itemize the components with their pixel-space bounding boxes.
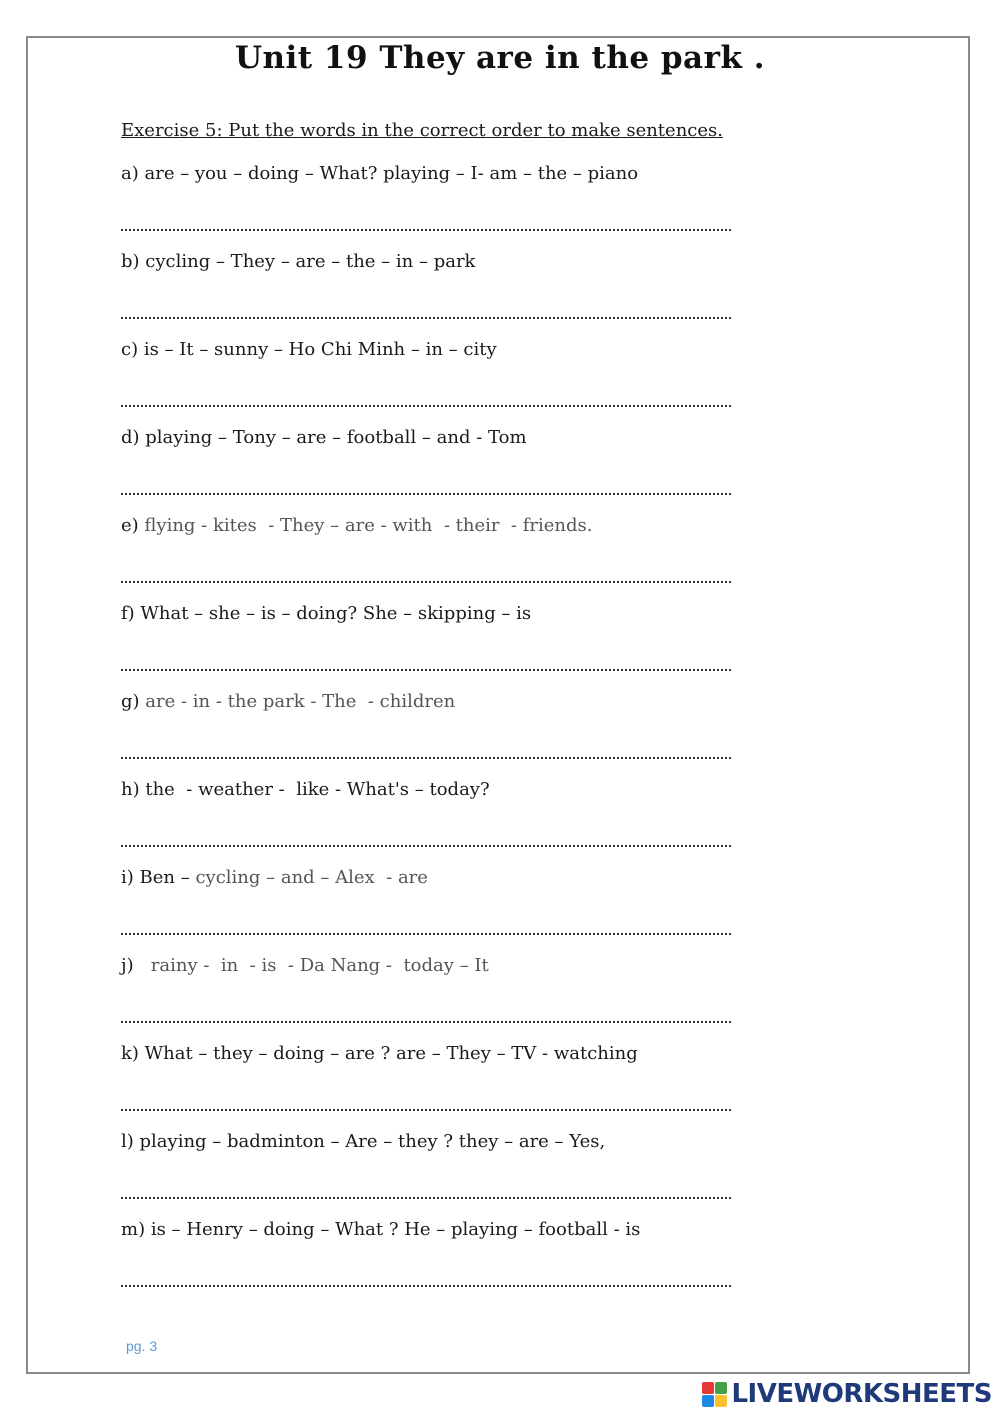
exercise-prompt bbox=[121, 603, 531, 624]
exercise-instruction: Exercise 5: Put the words in the correct order to make sentences. bbox=[121, 120, 723, 141]
item-label: l) bbox=[121, 1131, 140, 1152]
exercise-item bbox=[121, 867, 741, 955]
item-words: the - weather - like - What's – today? bbox=[145, 779, 490, 800]
exercise-item bbox=[121, 779, 741, 867]
answer-input[interactable] bbox=[121, 299, 731, 319]
brand-name: LIVEWORKSHEETS bbox=[731, 1379, 992, 1409]
brand-logo bbox=[702, 1379, 992, 1409]
exercise-item bbox=[121, 339, 741, 427]
exercise-prompt bbox=[121, 1219, 640, 1240]
item-label: k) bbox=[121, 1043, 145, 1064]
exercise-item bbox=[121, 1131, 741, 1219]
item-label: b) bbox=[121, 251, 146, 272]
exercise-item bbox=[121, 691, 741, 779]
exercise-prompt bbox=[121, 1043, 638, 1064]
answer-input[interactable] bbox=[121, 475, 731, 495]
answer-input[interactable] bbox=[121, 739, 731, 759]
exercise-item bbox=[121, 1219, 741, 1307]
item-words: What – she – is – doing? She – skipping – is bbox=[140, 603, 532, 624]
answer-input[interactable] bbox=[121, 915, 731, 935]
exercise-item bbox=[121, 163, 741, 251]
exercise-prompt bbox=[121, 1131, 605, 1152]
item-words-grey: flying - kites - They – are - with - their - friends. bbox=[144, 515, 593, 536]
exercise-item bbox=[121, 955, 741, 1043]
exercise-prompt bbox=[121, 867, 428, 888]
item-label: h) bbox=[121, 779, 146, 800]
item-label: g) bbox=[121, 691, 146, 712]
item-label: e) bbox=[121, 515, 145, 536]
exercise-prompt bbox=[121, 955, 489, 976]
answer-input[interactable] bbox=[121, 211, 731, 231]
liveworksheets-logo-icon bbox=[702, 1382, 727, 1407]
answer-input[interactable] bbox=[121, 1179, 731, 1199]
answer-input[interactable] bbox=[121, 1267, 731, 1287]
exercise-prompt bbox=[121, 427, 527, 448]
answer-input[interactable] bbox=[121, 563, 731, 583]
exercise-item bbox=[121, 603, 741, 691]
item-words-grey: are - in - the park - The - children bbox=[145, 691, 456, 712]
exercise-item bbox=[121, 251, 741, 339]
exercise-list bbox=[121, 163, 741, 1307]
item-label: d) bbox=[121, 427, 146, 448]
exercise-prompt bbox=[121, 163, 638, 184]
item-words: is – Henry – doing – What ? He – playing – football - is bbox=[150, 1219, 641, 1240]
item-words: is – It – sunny – Ho Chi Minh – in – city bbox=[143, 339, 497, 360]
item-label: i) bbox=[121, 867, 140, 888]
exercise-item bbox=[121, 427, 741, 515]
item-label: j) bbox=[121, 955, 140, 976]
item-words-grey: cycling – and – Alex - are bbox=[195, 867, 428, 888]
item-label: c) bbox=[121, 339, 144, 360]
item-words-grey: rainy - in - is - Da Nang - today – It bbox=[139, 955, 489, 976]
answer-input[interactable] bbox=[121, 651, 731, 671]
answer-input[interactable] bbox=[121, 387, 731, 407]
page-number: pg. 3 bbox=[126, 1338, 158, 1354]
exercise-prompt bbox=[121, 515, 592, 536]
item-words: Ben – bbox=[139, 867, 196, 888]
exercise-item bbox=[121, 515, 741, 603]
exercise-prompt bbox=[121, 251, 475, 272]
page-title: Unit 19 They are in the park . bbox=[234, 40, 766, 76]
item-words: playing – badminton – Are – they ? they – are – Yes, bbox=[139, 1131, 606, 1152]
item-label: a) bbox=[121, 163, 145, 184]
exercise-prompt bbox=[121, 779, 490, 800]
exercise-prompt bbox=[121, 339, 497, 360]
item-label: f) bbox=[121, 603, 141, 624]
item-words: are – you – doing – What? playing – I- am – the – piano bbox=[144, 163, 639, 184]
item-words: What – they – doing – are ? are – They – TV - watching bbox=[144, 1043, 638, 1064]
item-label: m) bbox=[121, 1219, 151, 1240]
answer-input[interactable] bbox=[121, 1091, 731, 1111]
exercise-item bbox=[121, 1043, 741, 1131]
item-words: playing – Tony – are – football – and - Tom bbox=[145, 427, 527, 448]
exercise-prompt bbox=[121, 691, 455, 712]
answer-input[interactable] bbox=[121, 827, 731, 847]
item-words: cycling – They – are – the – in – park bbox=[145, 251, 476, 272]
answer-input[interactable] bbox=[121, 1003, 731, 1023]
